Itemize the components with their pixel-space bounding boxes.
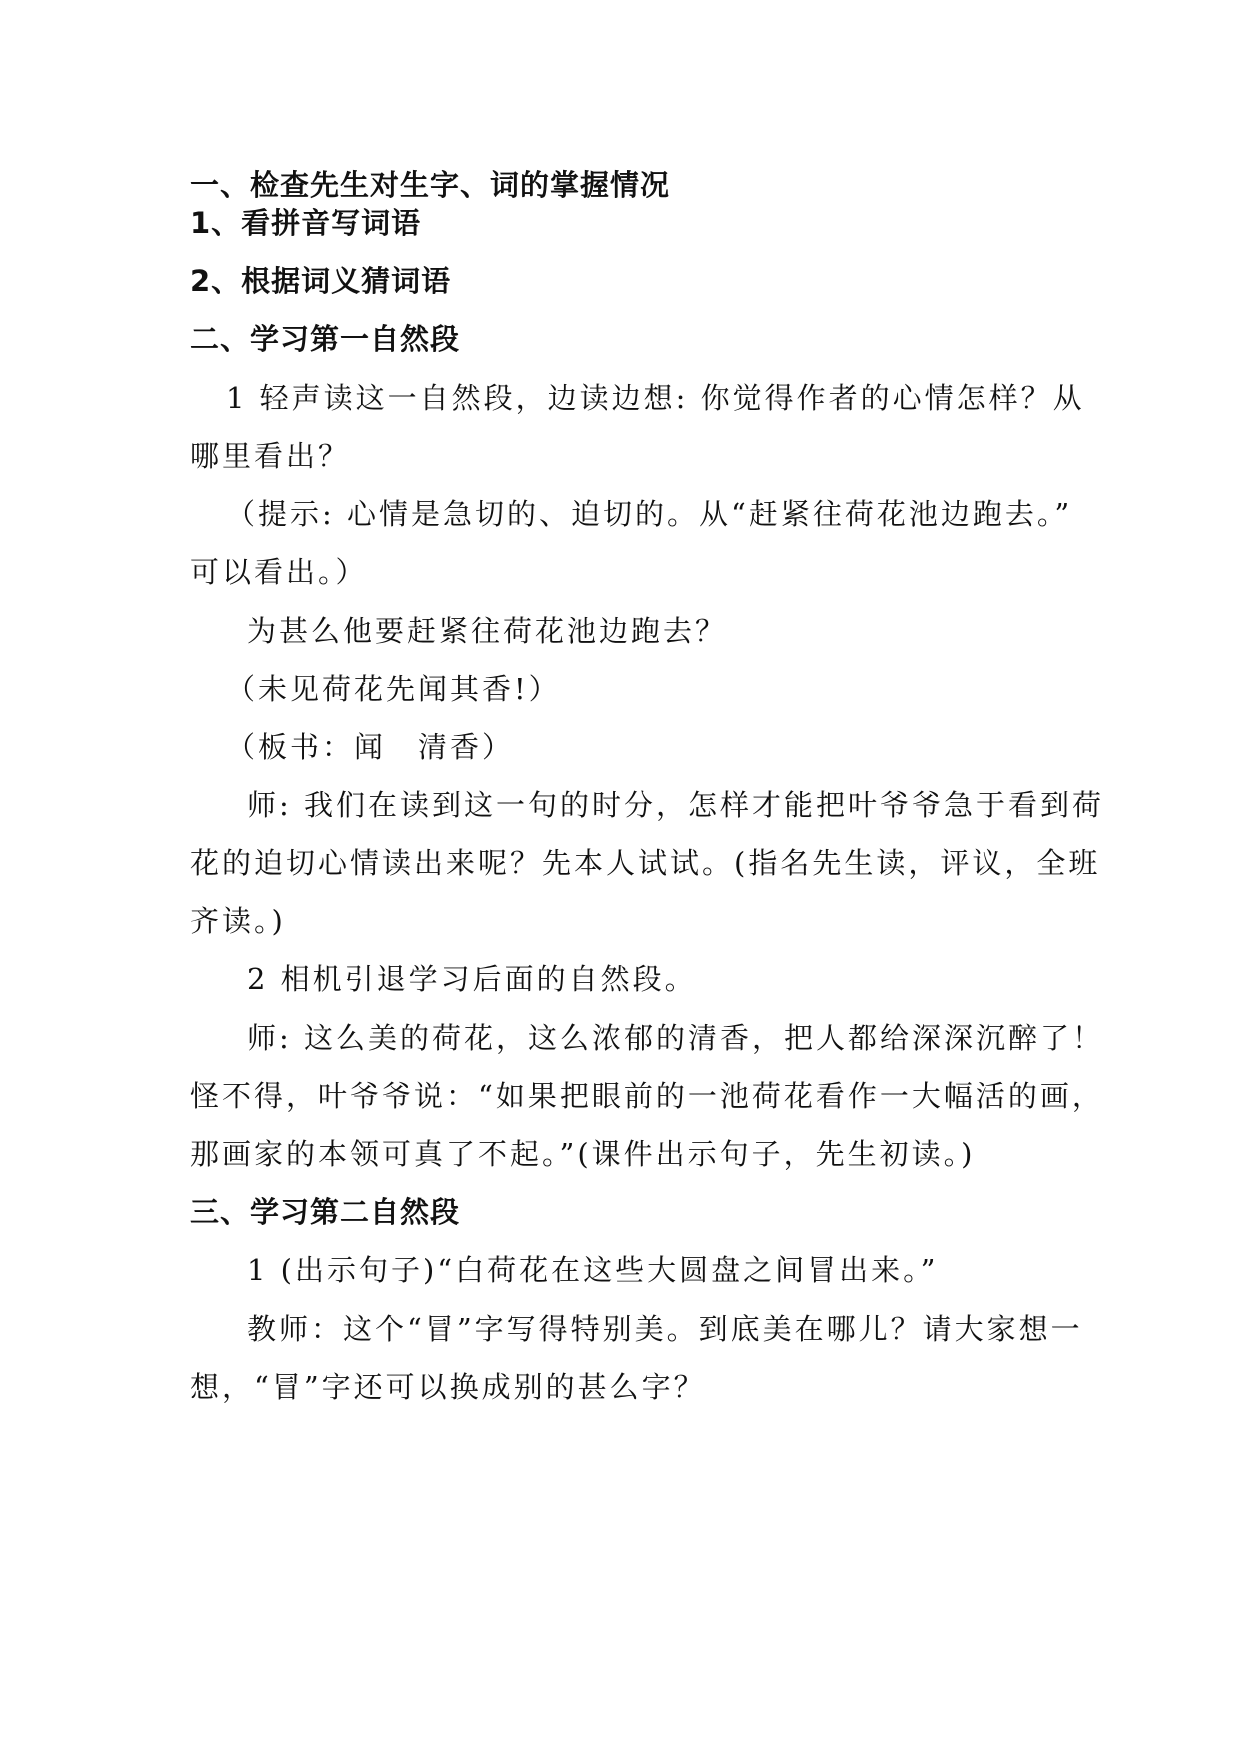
section-heading-2: 二、学习第一自然段 xyxy=(190,322,461,356)
paragraph-line: （未见荷花先闻其香!） xyxy=(226,672,561,706)
section-heading-1: 一、检查先生对生字、词的掌握情况 xyxy=(190,168,671,202)
section-heading-3: 三、学习第二自然段 xyxy=(190,1195,461,1229)
paragraph-line: （板书：闻 清香） xyxy=(226,730,515,764)
paragraph-line: 2 相机引退学习后面的自然段。 xyxy=(247,962,697,996)
paragraph-line: 齐读。) xyxy=(190,904,286,938)
paragraph-line: 那画家的本领可真了不起。”(课件出示句子，先生初读。) xyxy=(190,1137,976,1171)
paragraph-line: 花的迫切心情读出来呢？先本人试试。(指名先生读，评议，全班 xyxy=(190,846,1101,880)
paragraph-line: 可以看出。） xyxy=(190,555,368,589)
paragraph-line: 师: 这么美的荷花，这么浓郁的清香，把人都给深深沉醉了！ xyxy=(247,1021,1104,1055)
paragraph-line: 师: 我们在读到这一句的时分，怎样才能把叶爷爷急于看到荷 xyxy=(247,788,1104,822)
paragraph-line: 为甚么他要赶紧往荷花池边跑去？ xyxy=(247,614,728,648)
paragraph-line: （提示: 心情是急切的、迫切的。从“赶紧往荷花池边跑去。” xyxy=(226,497,1073,531)
paragraph-line: 想，“冒”字还可以换成别的甚么字？ xyxy=(190,1370,706,1404)
paragraph-line: 怪不得，叶爷爷说：“如果把眼前的一池荷花看作一大幅活的画， xyxy=(190,1079,1104,1113)
paragraph-line: 教师：这个“冒”字写得特别美。到底美在哪儿？请大家想一 xyxy=(247,1312,1083,1346)
paragraph-line: 1 轻声读这一自然段，边读边想: 你觉得作者的心情怎样？从 xyxy=(226,381,1085,415)
subheading-1: 1、看拼音写词语 xyxy=(190,206,422,240)
paragraph-line: 1 (出示句子)“白荷花在这些大圆盘之间冒出来。” xyxy=(247,1253,939,1287)
subheading-2: 2、根据词义猜词语 xyxy=(190,264,452,298)
paragraph-line: 哪里看出？ xyxy=(190,439,351,473)
